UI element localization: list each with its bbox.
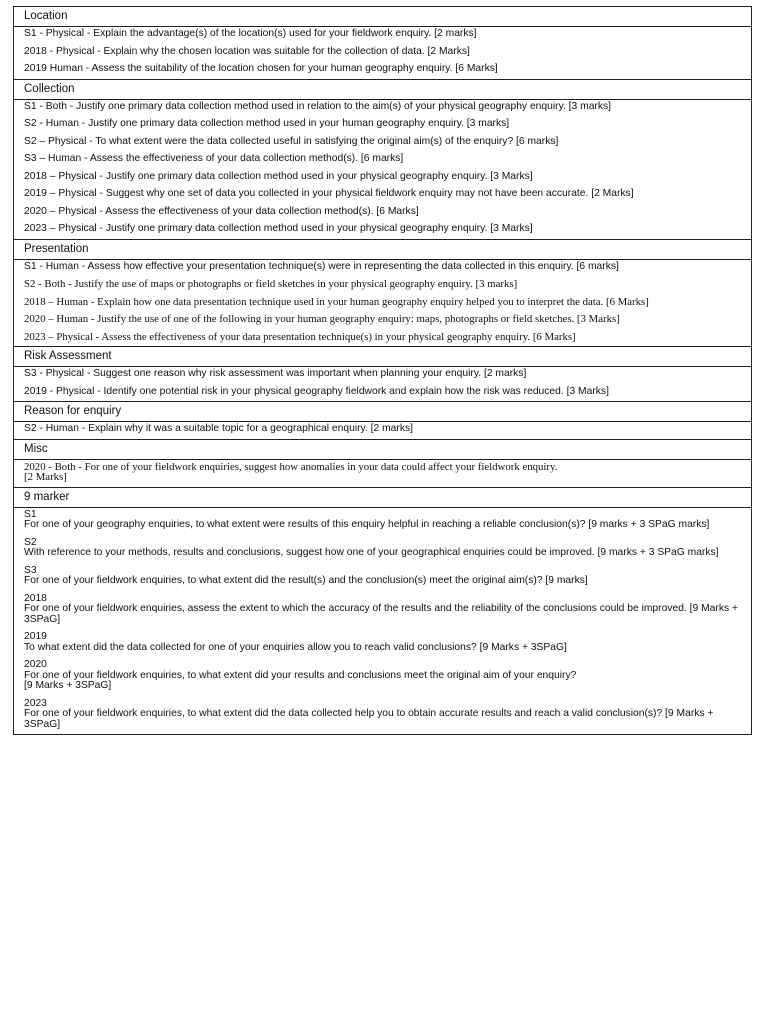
question-text: 2020 – Physical - Assess the effectiveness of your data collection method(s). [6 Marks] xyxy=(24,205,419,217)
question-text: S2 – Physical - To what extent were the data collected useful in satisfying the original aim(s) of the enquiry? [6 marks] xyxy=(24,135,559,147)
question-item xyxy=(24,262,747,273)
question-label: 2018 xyxy=(24,592,47,604)
question-text: S1 - Both - Justify one primary data collection method used in relation to the aim(s) of your physical geography enquiry. [3 marks] xyxy=(24,100,612,112)
question-item xyxy=(24,29,747,40)
question-bank-table xyxy=(13,6,752,735)
question-text: To what extent did the data collected for one of your enquiries allow you to reach valid conclusions? [9 Marks + 3SPaG] xyxy=(24,641,567,653)
question-label: 2023 xyxy=(24,697,47,709)
question-item xyxy=(24,279,747,290)
question-item xyxy=(24,594,747,626)
section-header-reason-for-enquiry: Reason for enquiry xyxy=(14,402,752,422)
question-item xyxy=(24,119,747,130)
question-item xyxy=(24,47,747,58)
question-label: S3 xyxy=(24,564,37,576)
question-item xyxy=(24,297,747,308)
question-item xyxy=(24,224,747,235)
section-header-risk-assessment: Risk Assessment xyxy=(14,347,752,367)
question-text: With reference to your methods, results and conclusions, suggest how one of your geographical enquiries could be improved. [9 marks + 3 SPaG marks] xyxy=(24,547,719,558)
question-text: 2018 – Human - Explain how one data presentation technique used in your human geography enquiry helped you to interpret the data. [6 Marks] xyxy=(24,295,649,308)
question-text: 2020 - Both - For one of your fieldwork enquiries, suggest how anomalies in your data could affect your fieldwork enquiry. [2 Marks] xyxy=(24,460,558,483)
question-item xyxy=(24,137,747,148)
question-bank-body xyxy=(14,7,752,735)
section-body-row-presentation xyxy=(14,259,752,347)
question-text: 2019 - Physical - Identify one potential risk in your physical geography fieldwork and explain how the risk was reduced. [3 Marks] xyxy=(24,385,609,397)
question-text: 2023 – Physical - Assess the effectiveness of your data presentation technique(s) in your physical geography enquiry. [6 Marks] xyxy=(24,330,576,343)
question-item xyxy=(24,699,747,731)
question-item xyxy=(24,64,747,75)
question-text: For one of your fieldwork enquiries, assess the extent to which the accuracy of the results and the reliability of the conclusions could be improved. [9 Marks + 3SPaG] xyxy=(24,603,738,625)
section-questions-risk-assessment xyxy=(14,367,752,402)
section-body-row-risk-assessment xyxy=(14,367,752,402)
section-header-misc: Misc xyxy=(14,439,752,459)
question-label: S1 xyxy=(24,508,37,520)
question-text: 2019 Human - Assess the suitability of the location chosen for your human geography enquiry. [6 Marks] xyxy=(24,63,498,74)
section-questions-misc xyxy=(14,459,752,487)
question-item xyxy=(24,538,747,559)
question-item xyxy=(24,566,747,587)
question-item xyxy=(24,207,747,218)
section-header-location: Location xyxy=(14,7,752,27)
section-header-row-presentation xyxy=(14,239,752,259)
question-text: 2018 – Physical - Justify one primary data collection method used in your physical geography enquiry. [3 Marks] xyxy=(24,170,533,182)
question-text: 2020 – Human - Justify the use of one of the following in your human geography enquiry: maps, photographs or field sketches. [3 Marks] xyxy=(24,313,620,325)
section-header-collection: Collection xyxy=(14,79,752,99)
section-body-row-misc xyxy=(14,459,752,487)
section-header-row-risk-assessment xyxy=(14,347,752,367)
question-text: S2 - Both - Justify the use of maps or photographs or field sketches in your physical geography enquiry. [3 marks] xyxy=(24,278,518,290)
question-item xyxy=(24,332,747,343)
question-item xyxy=(24,154,747,165)
question-text: 2023 – Physical - Justify one primary data collection method used in your physical geography enquiry. [3 Marks] xyxy=(24,223,533,234)
question-text: S2 - Human - Justify one primary data collection method used in your human geography enquiry. [3 marks] xyxy=(24,118,510,129)
question-item xyxy=(24,424,747,435)
question-label: S2 xyxy=(24,536,37,548)
section-header-presentation: Presentation xyxy=(14,239,752,259)
question-item xyxy=(24,314,747,325)
question-label: 2019 xyxy=(24,631,47,642)
question-item xyxy=(24,462,747,483)
section-body-row-collection xyxy=(14,99,752,239)
question-text: 2018 - Physical - Explain why the chosen location was suitable for the collection of data. [2 Marks] xyxy=(24,45,470,57)
question-item xyxy=(24,172,747,183)
question-item xyxy=(24,632,747,653)
section-body-row-9-marker xyxy=(14,507,752,735)
question-text: For one of your fieldwork enquiries, to what extent did the result(s) and the conclusion(s) meet the original aim(s)? [9 marks] xyxy=(24,575,588,586)
section-header-row-reason-for-enquiry xyxy=(14,402,752,422)
question-label: 2020 xyxy=(24,659,47,670)
question-text: S1 - Human - Assess how effective your presentation technique(s) were in representing the data collected in this enquiry. [6 marks] xyxy=(24,260,619,272)
question-text: For one of your fieldwork enquiries, to what extent did your results and conclusions meet the original aim of your enquiry? [9 Marks + 3SPaG] xyxy=(24,669,577,691)
question-text: S1 - Physical - Explain the advantage(s) of the location(s) used for your fieldwork enquiry. [2 marks] xyxy=(24,28,477,39)
question-item xyxy=(24,369,747,380)
question-item xyxy=(24,510,747,531)
question-text: For one of your geography enquiries, to what extent were results of this enquiry helpful in reaching a reliable conclusion(s)? [9 marks + 3 SPaG marks] xyxy=(24,519,710,530)
question-item xyxy=(24,387,747,398)
question-text: S3 - Physical - Suggest one reason why risk assessment was important when planning your enquiry. [2 marks] xyxy=(24,368,527,379)
section-questions-presentation xyxy=(14,259,752,347)
section-header-row-location xyxy=(14,7,752,27)
question-item xyxy=(24,660,747,692)
question-text: 2019 – Physical - Suggest why one set of data you collected in your physical fieldwork enquiry may not have been accurate. [2 Marks] xyxy=(24,188,634,199)
question-item xyxy=(24,102,747,113)
question-text: S3 – Human - Assess the effectiveness of your data collection method(s). [6 marks] xyxy=(24,153,404,164)
section-questions-9-marker xyxy=(14,507,752,735)
section-header-9-marker: 9 marker xyxy=(14,487,752,507)
question-item xyxy=(24,189,747,200)
section-body-row-location xyxy=(14,27,752,80)
question-text: S2 - Human - Explain why it was a suitable topic for a geographical enquiry. [2 marks] xyxy=(24,423,413,434)
section-questions-location xyxy=(14,27,752,80)
section-questions-collection xyxy=(14,99,752,239)
section-body-row-reason-for-enquiry xyxy=(14,422,752,440)
section-questions-reason-for-enquiry xyxy=(14,422,752,440)
question-text: For one of your fieldwork enquiries, to what extent did the data collected help you to obtain accurate results and reach a valid conclusion(s)? [9 Marks + 3SPaG] xyxy=(24,708,714,730)
section-header-row-misc xyxy=(14,439,752,459)
section-header-row-collection xyxy=(14,79,752,99)
section-header-row-9-marker xyxy=(14,487,752,507)
